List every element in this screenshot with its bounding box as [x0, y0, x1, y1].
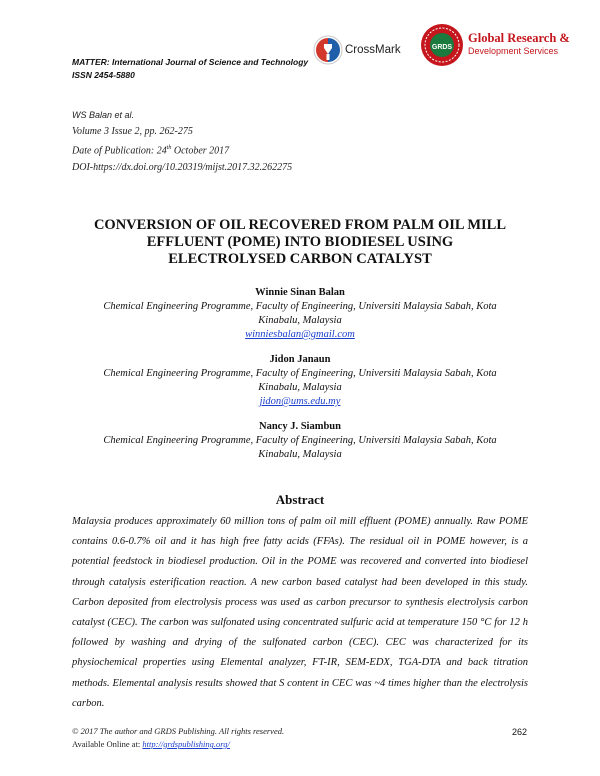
journal-name: MATTER: International Journal of Science and Technology — [72, 57, 309, 67]
meta-date — [72, 140, 292, 160]
meta-date-sup: th — [166, 145, 172, 151]
meta-volume: Volume 3 Issue 2, pp. 262-275 — [72, 125, 193, 137]
abstract-body: Malaysia produces approximately 60 million tons of palm oil mill effluent (POME) annually. Raw POME contains 0.6-0.7% oil and it has high free fatty acids (FFAs). The residual oil in POME however, is a potential feedstock in biodiesel production. Oil in the POME was recovered and converted into biodiesel through catalysis esterification reaction. A new carbon based catalyst had been developed in this study. Carbon deposited from electrolysis process was used as carbon precursor to synthesis electrolysis carbon catalyst (CEC). The carbon was sulfonated using concentrated sulfuric acid at temperature 150 °C for 12 h followed by washing and drying of the sulfonated carbon (CEC). CEC was characterized for its physiochemical properties using Elemental analyzer, FT-IR, SEM-EDX, TGA-DTA and back titration methods. Elemental analysis results showed that S content in CEC was ~4 times higher than the electrolysis carbon. — [72, 516, 528, 709]
grds-seal-text: GRDS — [431, 44, 453, 51]
meta-authors: WS Balan et al. — [72, 110, 135, 120]
author-email[interactable]: jidon@ums.edu.my — [259, 396, 341, 407]
author-affiliation-cont: Kinabalu, Malaysia — [258, 382, 342, 393]
footer-availability — [72, 738, 284, 751]
grds-subtitle: Development Services — [468, 46, 559, 56]
title-line-1: CONVERSION OF OIL RECOVERED FROM PALM OIL MILL — [93, 217, 507, 233]
crossmark-badge[interactable] — [313, 34, 407, 66]
author-block-2 — [62, 353, 538, 409]
page-footer — [72, 725, 284, 751]
abstract-heading: Abstract — [275, 492, 325, 507]
meta-date-prefix: Date of Publication: 24 — [72, 145, 167, 157]
author-affiliation-cont: Kinabalu, Malaysia — [258, 315, 342, 326]
footer-link[interactable]: http://grdspublishing.org/ — [142, 739, 230, 749]
crossmark-icon — [313, 35, 343, 65]
journal-issn: ISSN 2454-5880 — [72, 70, 135, 80]
title-line-3: ELECTROLYSED CARBON CATALYST — [168, 251, 432, 267]
crossmark-label: CrossMark — [345, 44, 401, 56]
meta-doi[interactable]: DOI-https://dx.doi.org/10.20319/mijst.2017.32.262275 — [72, 161, 293, 173]
author-block-1 — [62, 286, 538, 342]
footer-available-label: Available Online at: — [72, 739, 143, 749]
grds-seal-icon — [420, 23, 464, 67]
author-name: Winnie Sinan Balan — [255, 287, 345, 298]
author-affiliation-cont: Kinabalu, Malaysia — [258, 449, 342, 460]
author-name: Jidon Janaun — [269, 354, 331, 365]
author-affiliation: Chemical Engineering Programme, Faculty of Engineering, Universiti Malaysia Sabah, Kota — [103, 435, 497, 446]
title-line-2: EFFLUENT (POME) INTO BIODIESEL USING — [146, 234, 454, 250]
article-meta — [72, 107, 292, 176]
author-block-3 — [62, 420, 538, 462]
author-email[interactable]: winniesbalan@gmail.com — [245, 329, 355, 340]
author-name: Nancy J. Siambun — [259, 421, 341, 432]
paper-title — [60, 217, 540, 268]
grds-logo — [420, 20, 590, 70]
grds-title: Global Research & — [468, 31, 570, 45]
journal-header — [72, 56, 308, 82]
footer-copyright: © 2017 The author and GRDS Publishing. All rights reserved. — [72, 726, 285, 736]
page-number: 262 — [512, 727, 528, 737]
meta-date-suffix: October 2017 — [171, 145, 230, 157]
author-affiliation: Chemical Engineering Programme, Faculty of Engineering, Universiti Malaysia Sabah, Kota — [103, 368, 497, 379]
author-affiliation: Chemical Engineering Programme, Faculty of Engineering, Universiti Malaysia Sabah, Kota — [103, 301, 497, 312]
